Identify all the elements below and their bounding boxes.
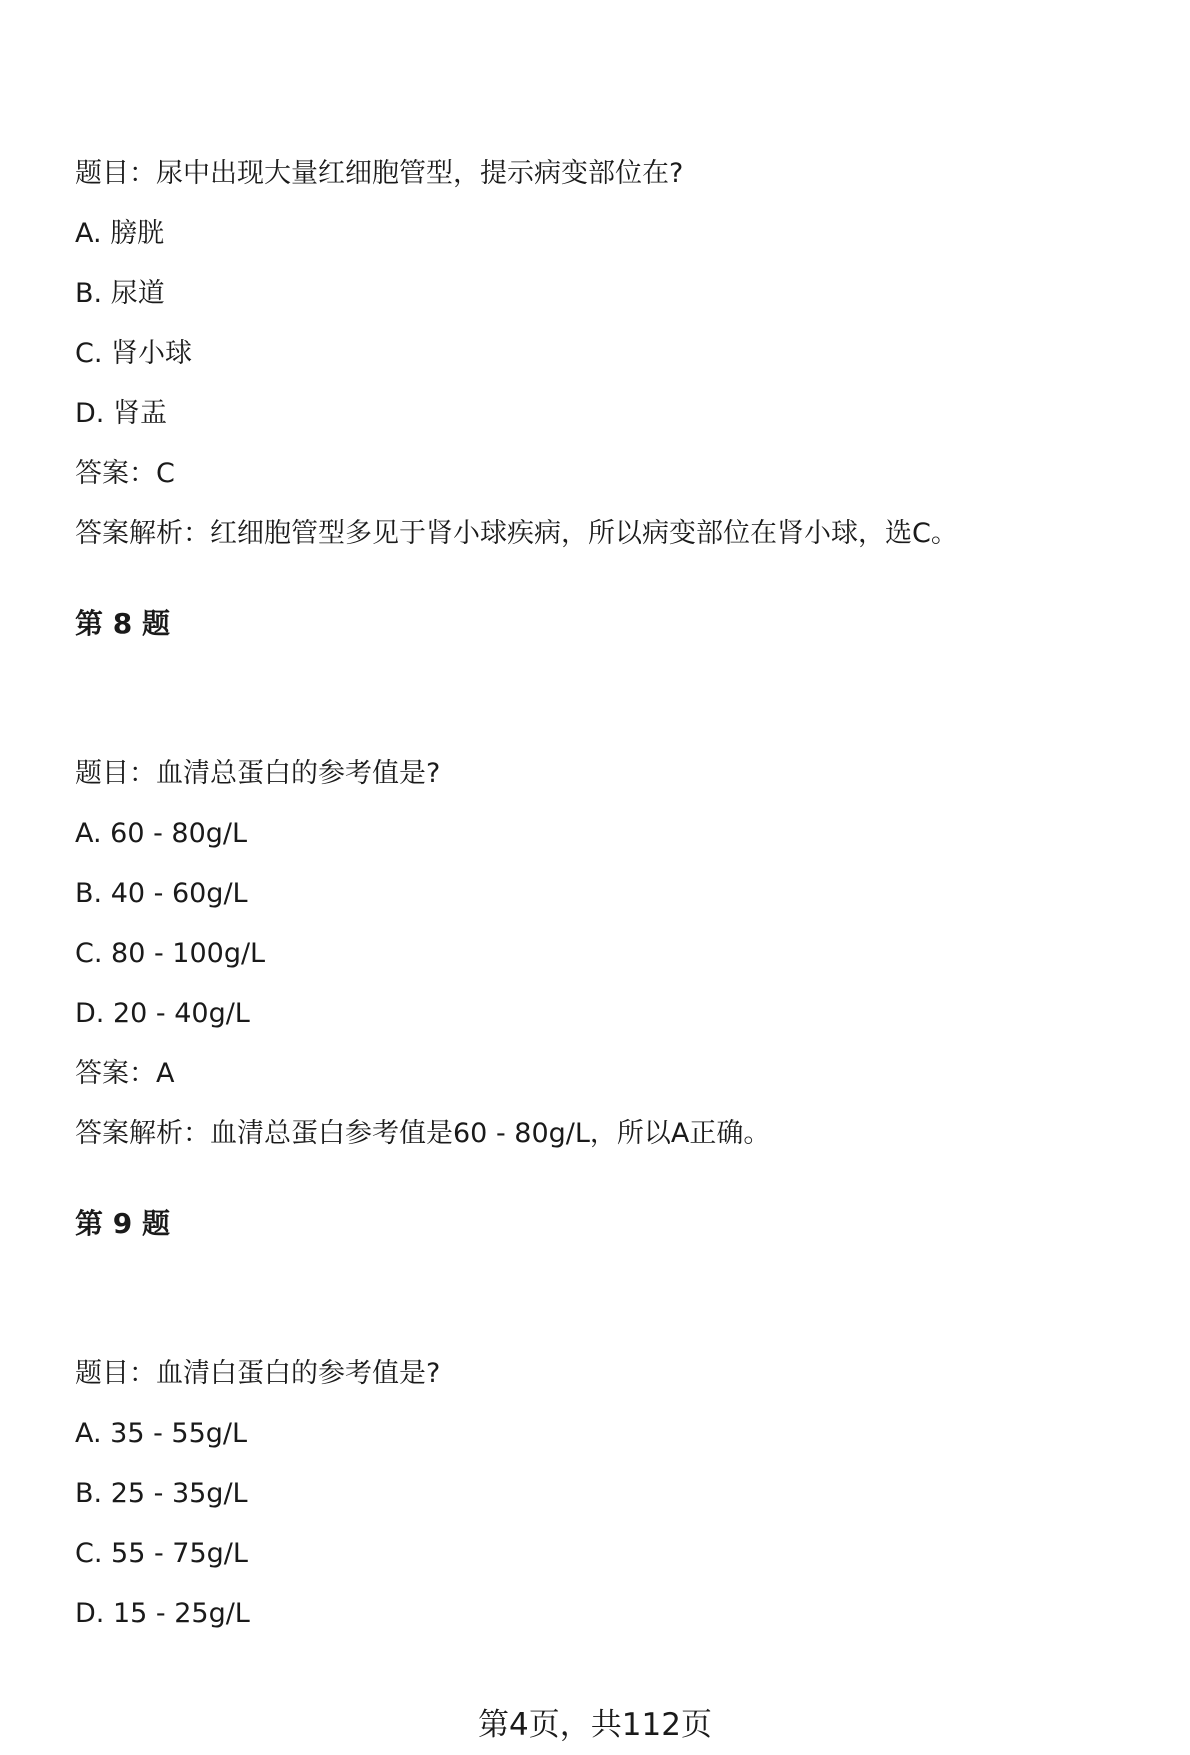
q8-question: 题目：血清总蛋白的参考值是?: [75, 758, 441, 789]
q8-heading: 第 8 题: [75, 607, 170, 640]
q7-option-b: B. 尿道: [75, 278, 165, 309]
q7-answer: 答案：C: [75, 458, 175, 489]
q7-option-a: A. 膀胱: [75, 218, 165, 249]
q8-option-c: C. 80 - 100g/L: [75, 938, 266, 969]
q9-option-c: C. 55 - 75g/L: [75, 1538, 248, 1569]
q9-question: 题目：血清白蛋白的参考值是?: [75, 1358, 441, 1389]
q7-explanation: 答案解析：红细胞管型多见于肾小球疾病，所以病变部位在肾小球，选C。: [75, 518, 958, 549]
q7-option-d: D. 肾盂: [75, 398, 167, 429]
q9-option-a: A. 35 - 55g/L: [75, 1418, 248, 1449]
q8-answer: 答案：A: [75, 1058, 175, 1089]
q8-option-b: B. 40 - 60g/L: [75, 878, 248, 909]
q9-option-d: D. 15 - 25g/L: [75, 1598, 250, 1629]
q9-heading: 第 9 题: [75, 1207, 170, 1240]
page-number: 第4页，共112页: [478, 1707, 712, 1743]
q7-option-c: C. 肾小球: [75, 338, 193, 369]
q9-option-b: B. 25 - 35g/L: [75, 1478, 248, 1509]
q8-explanation: 答案解析：血清总蛋白参考值是60 - 80g/L，所以A正确。: [75, 1118, 771, 1149]
q7-question: 题目：尿中出现大量红细胞管型，提示病变部位在?: [75, 158, 684, 189]
q8-option-d: D. 20 - 40g/L: [75, 998, 250, 1029]
q8-option-a: A. 60 - 80g/L: [75, 818, 248, 849]
